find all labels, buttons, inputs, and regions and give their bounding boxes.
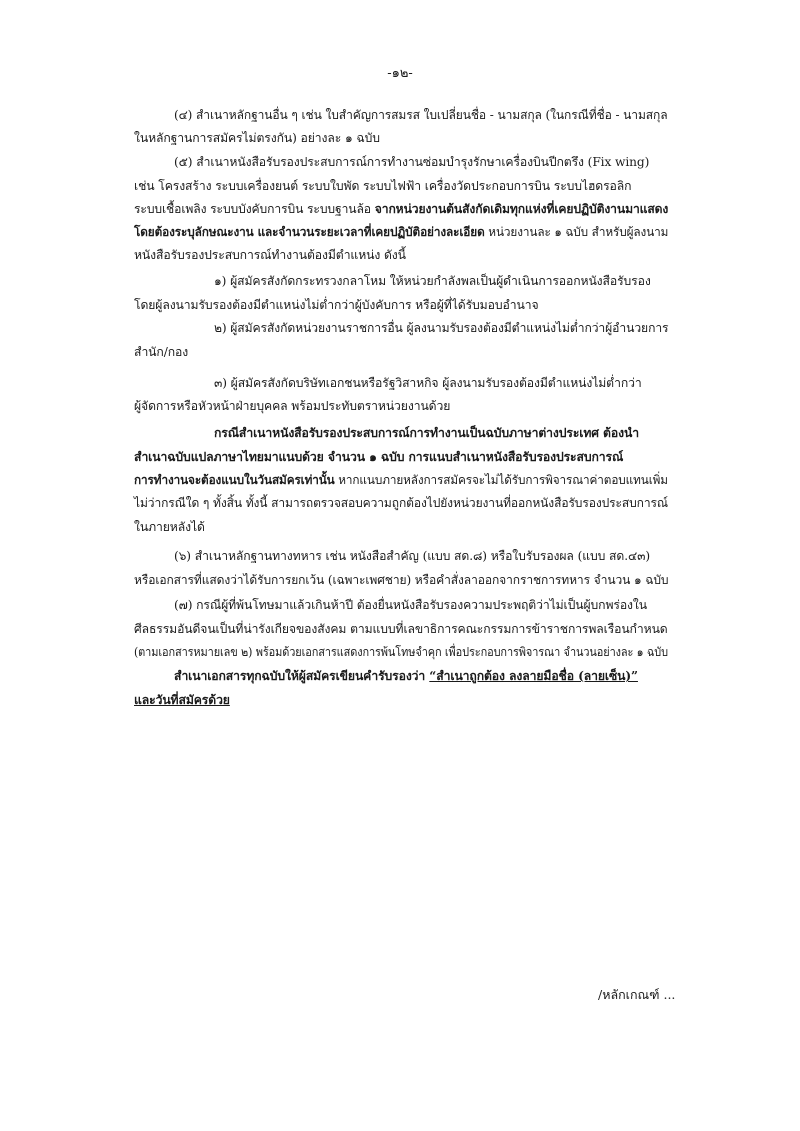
certify-line1 [174,667,638,685]
sub2-line1: ๒) ผู้สมัครสังกัดหน่วยงานราชการอื่น ผู้ลงนามรับรองต้องมีตำแหน่งไม่ต่ำกว่าผู้อำนวยการ [214,321,669,335]
item5-line5: หนังสือรับรองประสบการณ์ทำงานต้องมีตำแหน่ง ดังนี้ [134,248,406,262]
item6-line1: (๖) สำเนาหลักฐานทางทหาร เช่น หนังสือสำคัญ (แบบ สด.๘) หรือใบรับรองผล (แบบ สด.๔๓) [174,549,650,563]
item7-line1: (๗) กรณีผู้ที่พ้นโทษมาแล้วเกินห้าปี ต้องยื่นหนังสือรับรองความประพฤติว่าไม่เป็นผู้บกพร่องใน [174,598,647,612]
item5-line3-normal: ระบบเชื้อเพลิง ระบบบังคับการบิน ระบบฐานล้อ [134,202,375,216]
certify-line2: และวันที่สมัครด้วย [134,693,230,707]
item5-line3 [134,200,668,218]
item5-line1: (๕) สำเนาหนังสือรับรองประสบการณ์การทำงานซ่อมบำรุงรักษาเครื่องบินปีกตรึง (Fix wing) [174,155,650,169]
foreign-line4: ไม่ว่ากรณีใด ๆ ทั้งสิ้น ทั้งนี้ สามารถตรวจสอบความถูกต้องไปยังหน่วยงานที่ออกหนังสือรับรองประสบการณ์ [134,496,668,510]
item5-line4-bold: โดยต้องระบุลักษณะงาน และจำนวนระยะเวลาที่เคยปฏิบัติอย่างละเอียด [134,225,485,239]
item6-line2: หรือเอกสารที่แสดงว่าได้รับการยกเว้น (เฉพาะเพศชาย) หรือคำสั่งลาออกจากราชการทหาร จำนวน ๑ ฉบับ [134,573,669,587]
certify-line1-text: สำเนาเอกสารทุกฉบับให้ผู้สมัครเขียนคำรับรองว่า [174,669,430,683]
certify-line1-quote: “สำเนาถูกต้อง ลงลายมือชื่อ (ลายเซ็น)” [429,669,638,683]
item5-line3-bold: จากหน่วยงานต้นสังกัดเดิมทุกแห่งที่เคยปฏิบัติงานมาแสดง [374,202,669,216]
sub3-line2: ผู้จัดการหรือหัวหน้าฝ่ายบุคคล พร้อมประทับตราหน่วยงานด้วย [134,399,451,413]
continuation-marker: /หลักเกณฑ์ ... [598,987,676,1002]
item7-line3: (ตามเอกสารหมายเลข ๒) พร้อมด้วยเอกสารแสดงการพ้นโทษจำคุก เพื่อประกอบการพิจารณา จำนวนอย่างละ ๑ ฉบับ [134,645,668,659]
sub1-line1: ๑) ผู้สมัครสังกัดกระทรวงกลาโหม ให้หน่วยกำลังพลเป็นผู้ดำเนินการออกหนังสือรับรอง [214,274,651,288]
foreign-line3-normal: หากแนบภายหลังการสมัครจะไม่ได้รับการพิจารณาค่าตอบแทนเพิ่ม [334,473,668,487]
foreign-line3-bold: การทำงานจะต้องแนบในวันสมัครเท่านั้น [134,473,335,487]
item5-line4-normal: หน่วยงานละ ๑ ฉบับ สำหรับผู้ลงนาม [484,225,669,239]
foreign-line5: ในภายหลังได้ [134,520,205,534]
item4-line2: ในหลักฐานการสมัครไม่ตรงกัน) อย่างละ ๑ ฉบับ [134,131,380,145]
sub1-line2: โดยผู้ลงนามรับรองต้องมีตำแหน่งไม่ต่ำกว่าผู้บังคับการ หรือผู้ที่ได้รับมอบอำนาจ [134,298,539,312]
item5-line2: เช่น โครงสร้าง ระบบเครื่องยนต์ ระบบใบพัด ระบบไฟฟ้า เครื่องวัดประกอบการบิน ระบบไฮดรอลิก [134,179,632,193]
foreign-line2: สำเนาฉบับแปลภาษาไทยมาแนบด้วย จำนวน ๑ ฉบับ การแนบสำเนาหนังสือรับรองประสบการณ์ [134,450,624,464]
item5-line4 [134,223,668,241]
foreign-line3 [134,471,668,489]
sub3-line1: ๓) ผู้สมัครสังกัดบริษัทเอกชนหรือรัฐวิสาหกิจ ผู้ลงนามรับรองต้องมีตำแหน่งไม่ต่ำกว่า [214,376,642,390]
page-number: -๑๒- [387,66,413,81]
item4-line1: (๔) สำเนาหลักฐานอื่น ๆ เช่น ใบสำคัญการสมรส ใบเปลี่ยนชื่อ - นามสกุล (ในกรณีที่ชื่อ - นามสกุล [174,108,668,122]
foreign-line1: กรณีสำเนาหนังสือรับรองประสบการณ์การทำงานเป็นฉบับภาษาต่างประเทศ ต้องนำ [214,426,640,440]
item7-line2: ศีลธรรมอันดีจนเป็นที่น่ารังเกียจของสังคม ตามแบบที่เลขาธิการคณะกรรมการข้าราชการพลเรือนกำหนด [134,622,668,636]
sub2-line2: สำนัก/กอง [134,345,189,359]
